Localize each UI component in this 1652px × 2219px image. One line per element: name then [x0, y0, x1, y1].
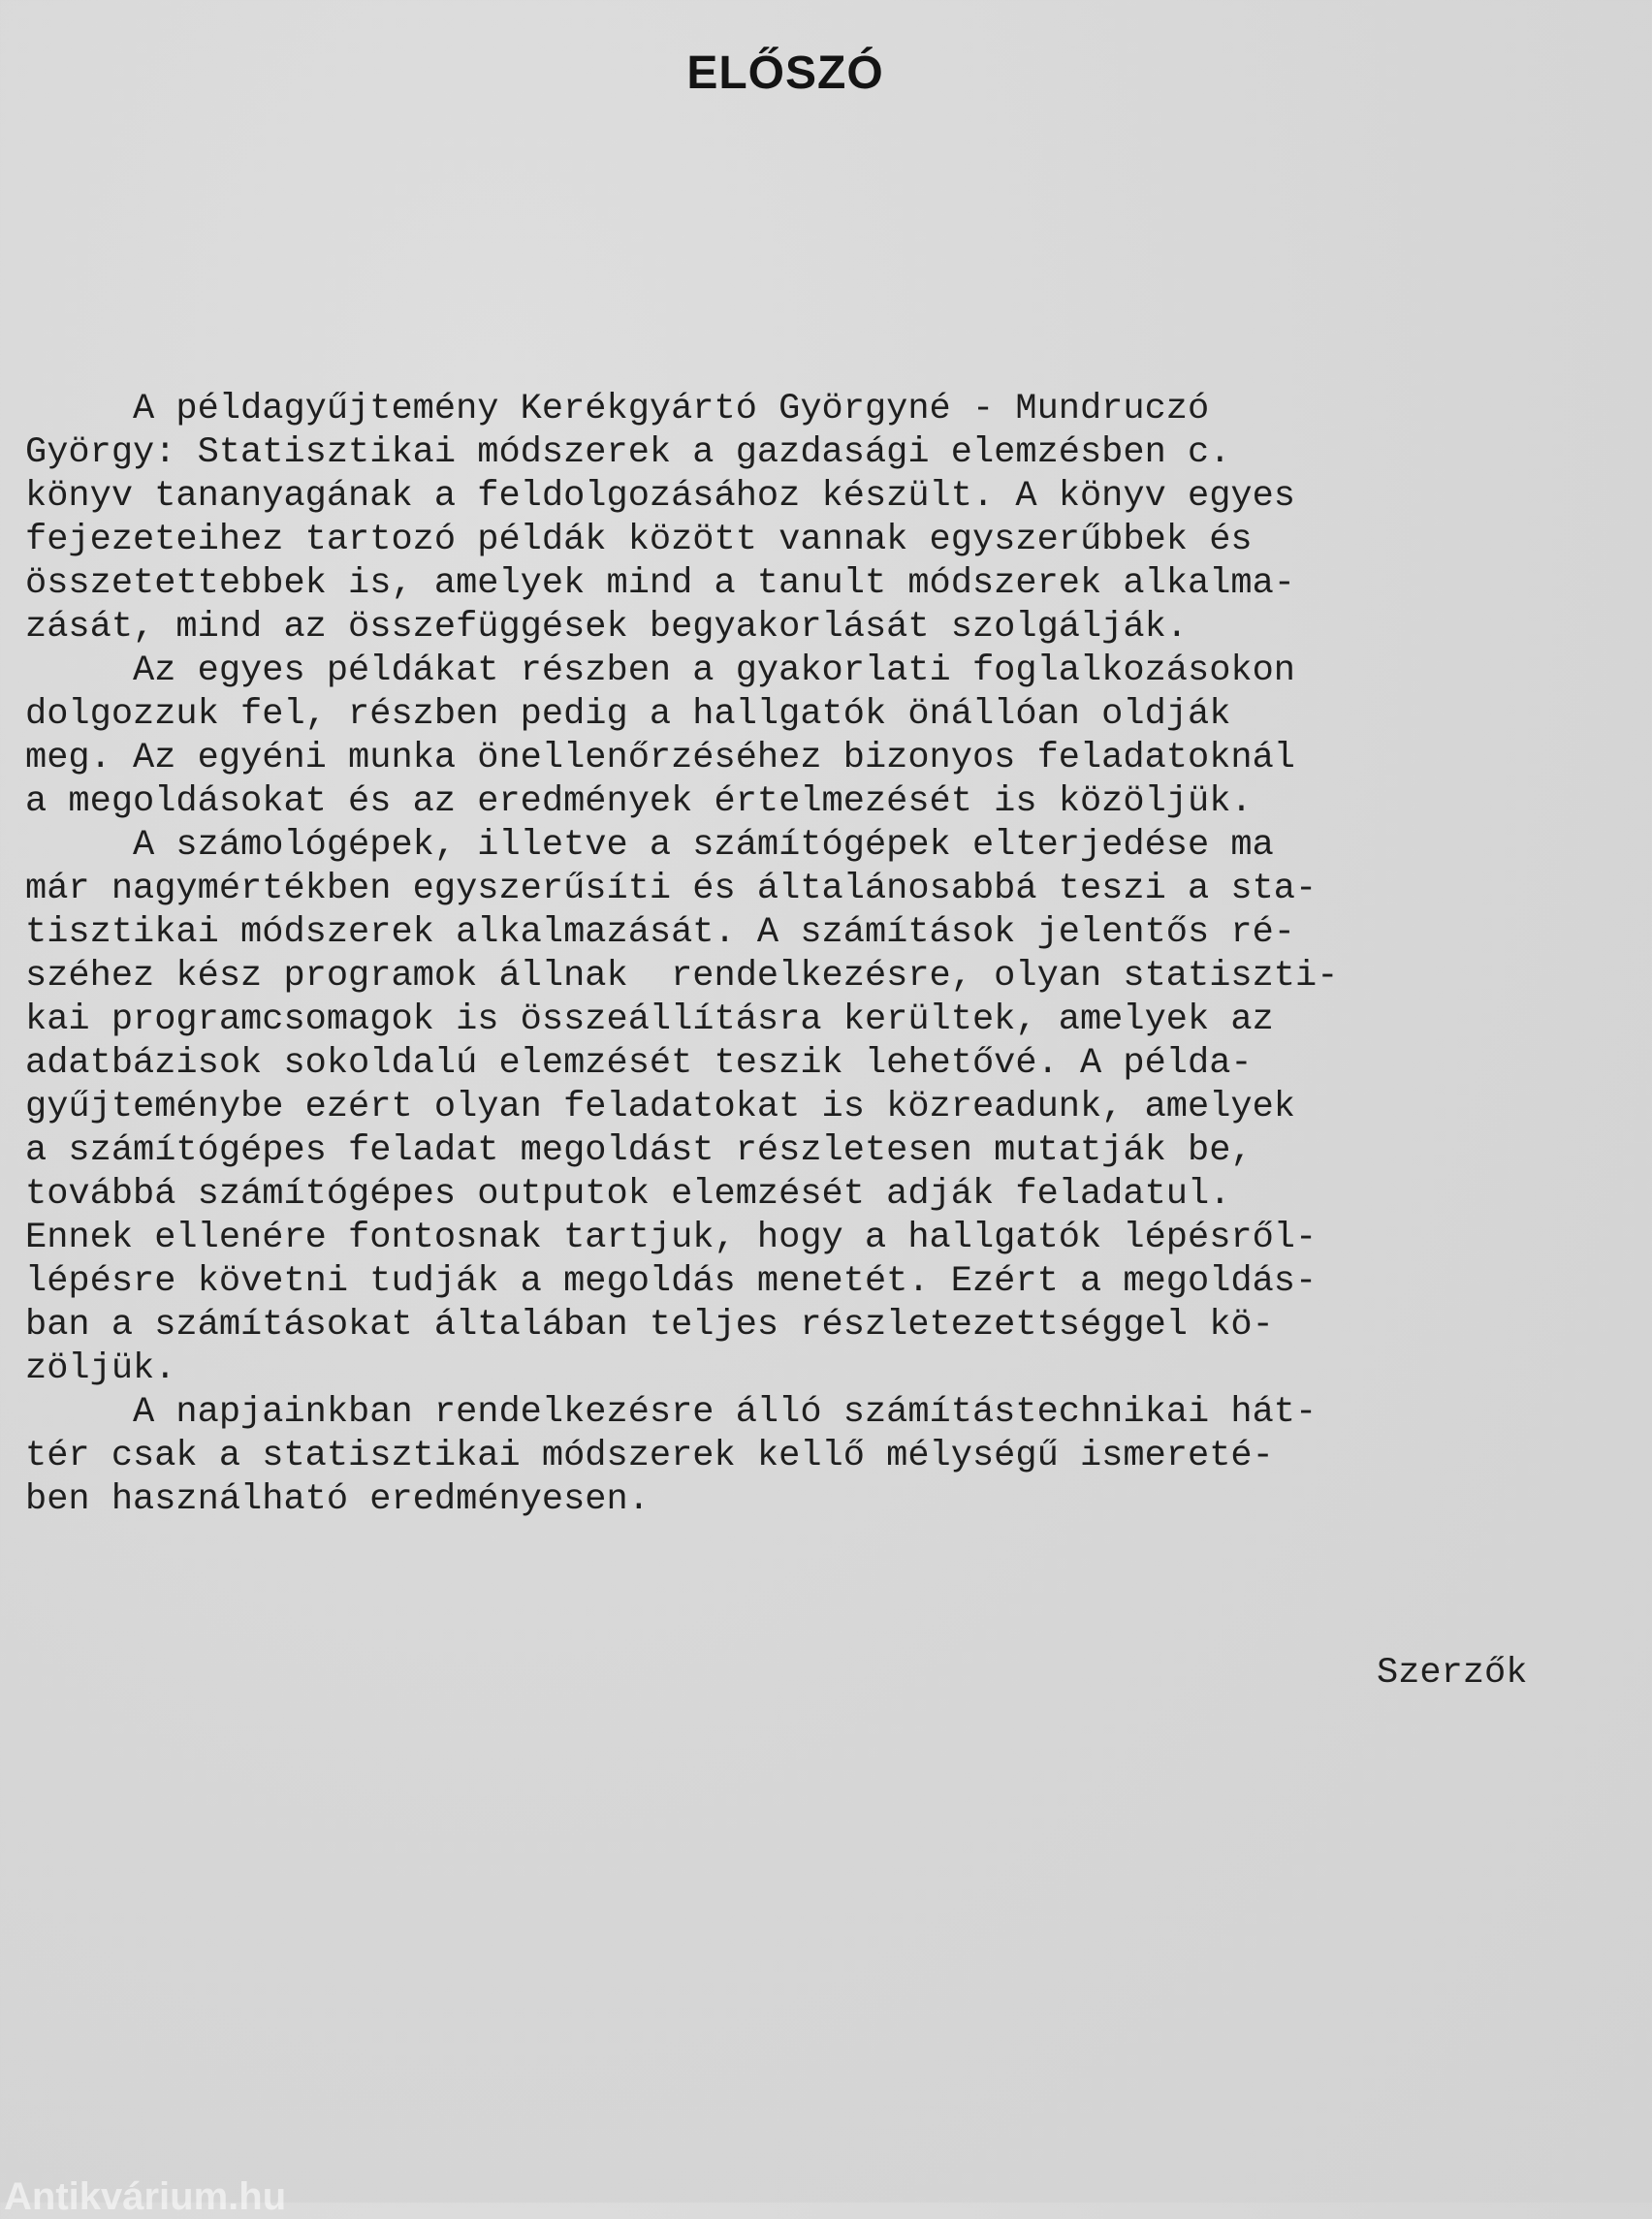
- text-line: ban a számításokat általában teljes részletezettséggel kö-: [25, 1305, 1274, 1346]
- text-line: a megoldásokat és az eredmények értelmezését is közöljük.: [25, 781, 1253, 822]
- text-line: tisztikai módszerek alkalmazását. A számítások jelentős ré-: [25, 912, 1296, 953]
- text-line: György: Statisztikai módszerek a gazdasági elemzésben c.: [25, 432, 1231, 473]
- text-line: ben használható eredményesen.: [25, 1479, 650, 1520]
- text-line: már nagymértékben egyszerűsíti és általánosabbá teszi a sta-: [25, 869, 1318, 909]
- watermark: Antikvárium.hu: [4, 2175, 287, 2218]
- text-line: lépésre követni tudják a megoldás menetét. Ezért a megoldás-: [25, 1261, 1318, 1302]
- text-line: adatbázisok sokoldalú elemzését teszik lehetővé. A példa-: [25, 1043, 1253, 1084]
- preface-text: [25, 388, 1635, 1522]
- text-line: összetettebbek is, amelyek mind a tanult módszerek alkalma-: [25, 563, 1296, 604]
- text-line: fejezeteihez tartozó példák között vannak egyszerűbbek és: [25, 520, 1253, 560]
- text-line: meg. Az egyéni munka önellenőrzéséhez bizonyos feladatoknál: [25, 738, 1296, 778]
- text-line: A napjainkban rendelkezésre álló számítástechnikai hát-: [25, 1392, 1318, 1433]
- text-line: továbbá számítógépes outputok elemzését adják feladatul.: [25, 1174, 1231, 1215]
- text-line: zását, mind az összefüggések begyakorlását szolgálják.: [25, 607, 1188, 648]
- text-line: kai programcsomagok is összeállításra kerültek, amelyek az: [25, 999, 1274, 1040]
- text-line: Ennek ellenére fontosnak tartjuk, hogy a hallgatók lépésről-: [25, 1218, 1318, 1258]
- signature: Szerzők: [1377, 1653, 1528, 1694]
- text-line: Az egyes példákat részben a gyakorlati foglalkozásokon: [25, 650, 1296, 691]
- text-line: dolgozzuk fel, részben pedig a hallgatók önállóan oldják: [25, 694, 1231, 735]
- text-line: A példagyűjtemény Kerékgyártó Györgyné - Mundruczó: [25, 389, 1210, 429]
- text-line: tér csak a statisztikai módszerek kellő mélységű ismereté-: [25, 1436, 1274, 1476]
- page-title: ELŐSZÓ: [686, 48, 884, 99]
- text-line: a számítógépes feladat megoldást részletesen mutatják be,: [25, 1130, 1253, 1171]
- text-line: zöljük.: [25, 1348, 176, 1389]
- text-line: gyűjteménybe ezért olyan feladatokat is közreadunk, amelyek: [25, 1087, 1296, 1127]
- text-line: széhez kész programok állnak rendelkezésre, olyan statiszti-: [25, 956, 1339, 997]
- text-line: könyv tananyagának a feldolgozásához készült. A könyv egyes: [25, 476, 1296, 517]
- text-line: A számológépek, illetve a számítógépek elterjedése ma: [25, 825, 1274, 866]
